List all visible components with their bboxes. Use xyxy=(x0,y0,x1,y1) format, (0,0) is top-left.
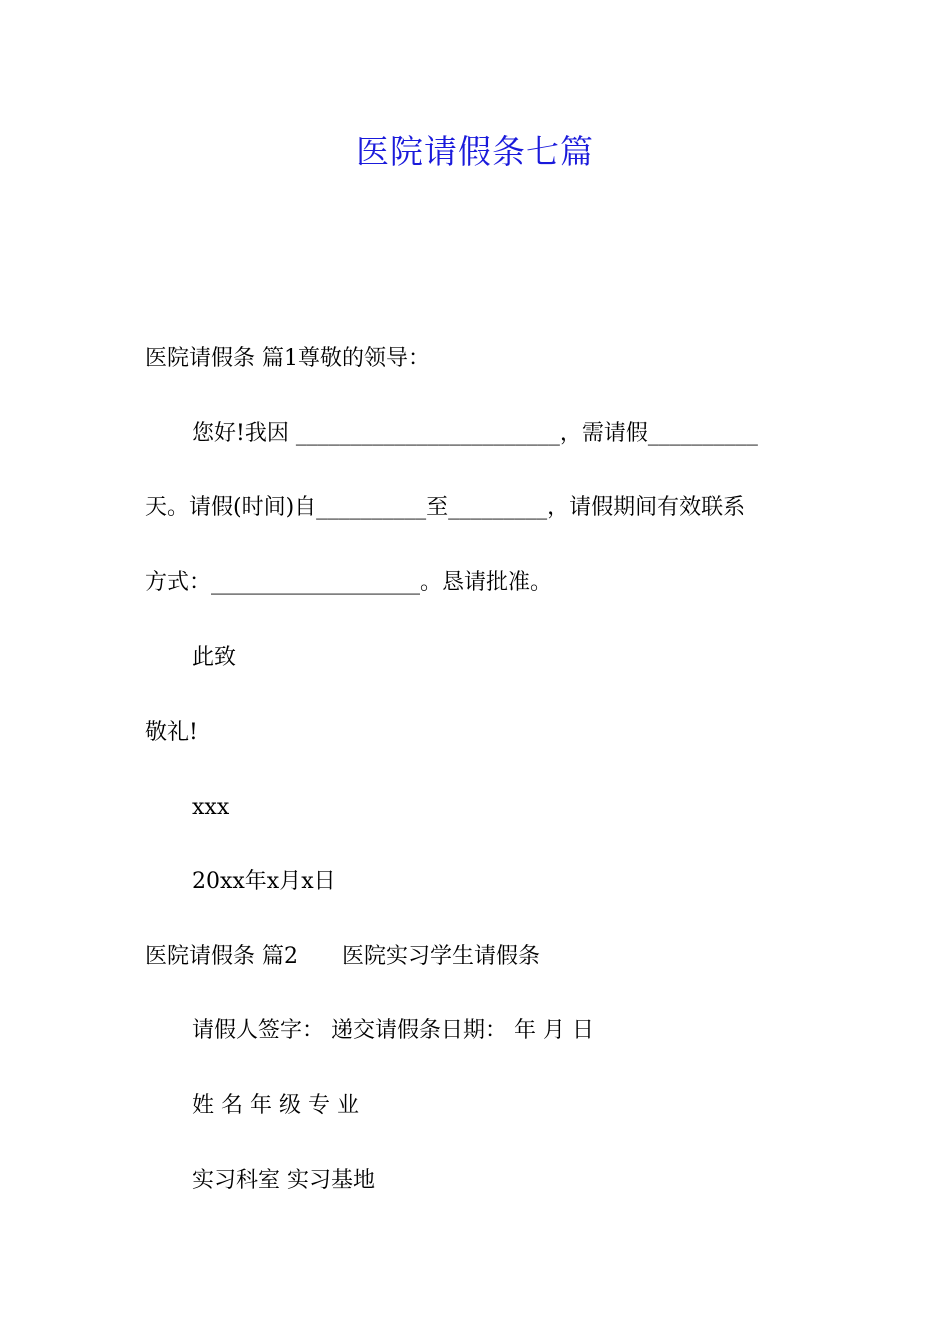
paragraph-line-2: 您好!我因 ________________________，需请假__________ xyxy=(192,421,758,446)
paragraph-line-8: 20xx年x月x日 xyxy=(192,869,336,894)
paragraph-line-5: 此致 xyxy=(192,645,237,670)
paragraph-line-6: 敬礼! xyxy=(145,720,198,745)
paragraph-line-11: 姓 名 年 级 专 业 xyxy=(192,1093,359,1118)
paragraph-line-3: 天。请假(时间)自__________至_________，请假期间有效联系 xyxy=(145,495,746,520)
paragraph-line-9: 医院请假条 篇2 医院实习学生请假条 xyxy=(145,944,540,969)
paragraph-line-1: 医院请假条 篇1尊敬的领导： xyxy=(145,346,430,371)
document-title: 医院请假条七篇 xyxy=(356,132,594,171)
paragraph-line-7: xxx xyxy=(192,795,230,820)
paragraph-line-4: 方式：___________________。恳请批准。 xyxy=(145,570,553,595)
paragraph-line-10: 请假人签字： 递交请假条日期： 年 月 日 xyxy=(192,1018,594,1043)
paragraph-line-12: 实习科室 实习基地 xyxy=(192,1168,375,1193)
